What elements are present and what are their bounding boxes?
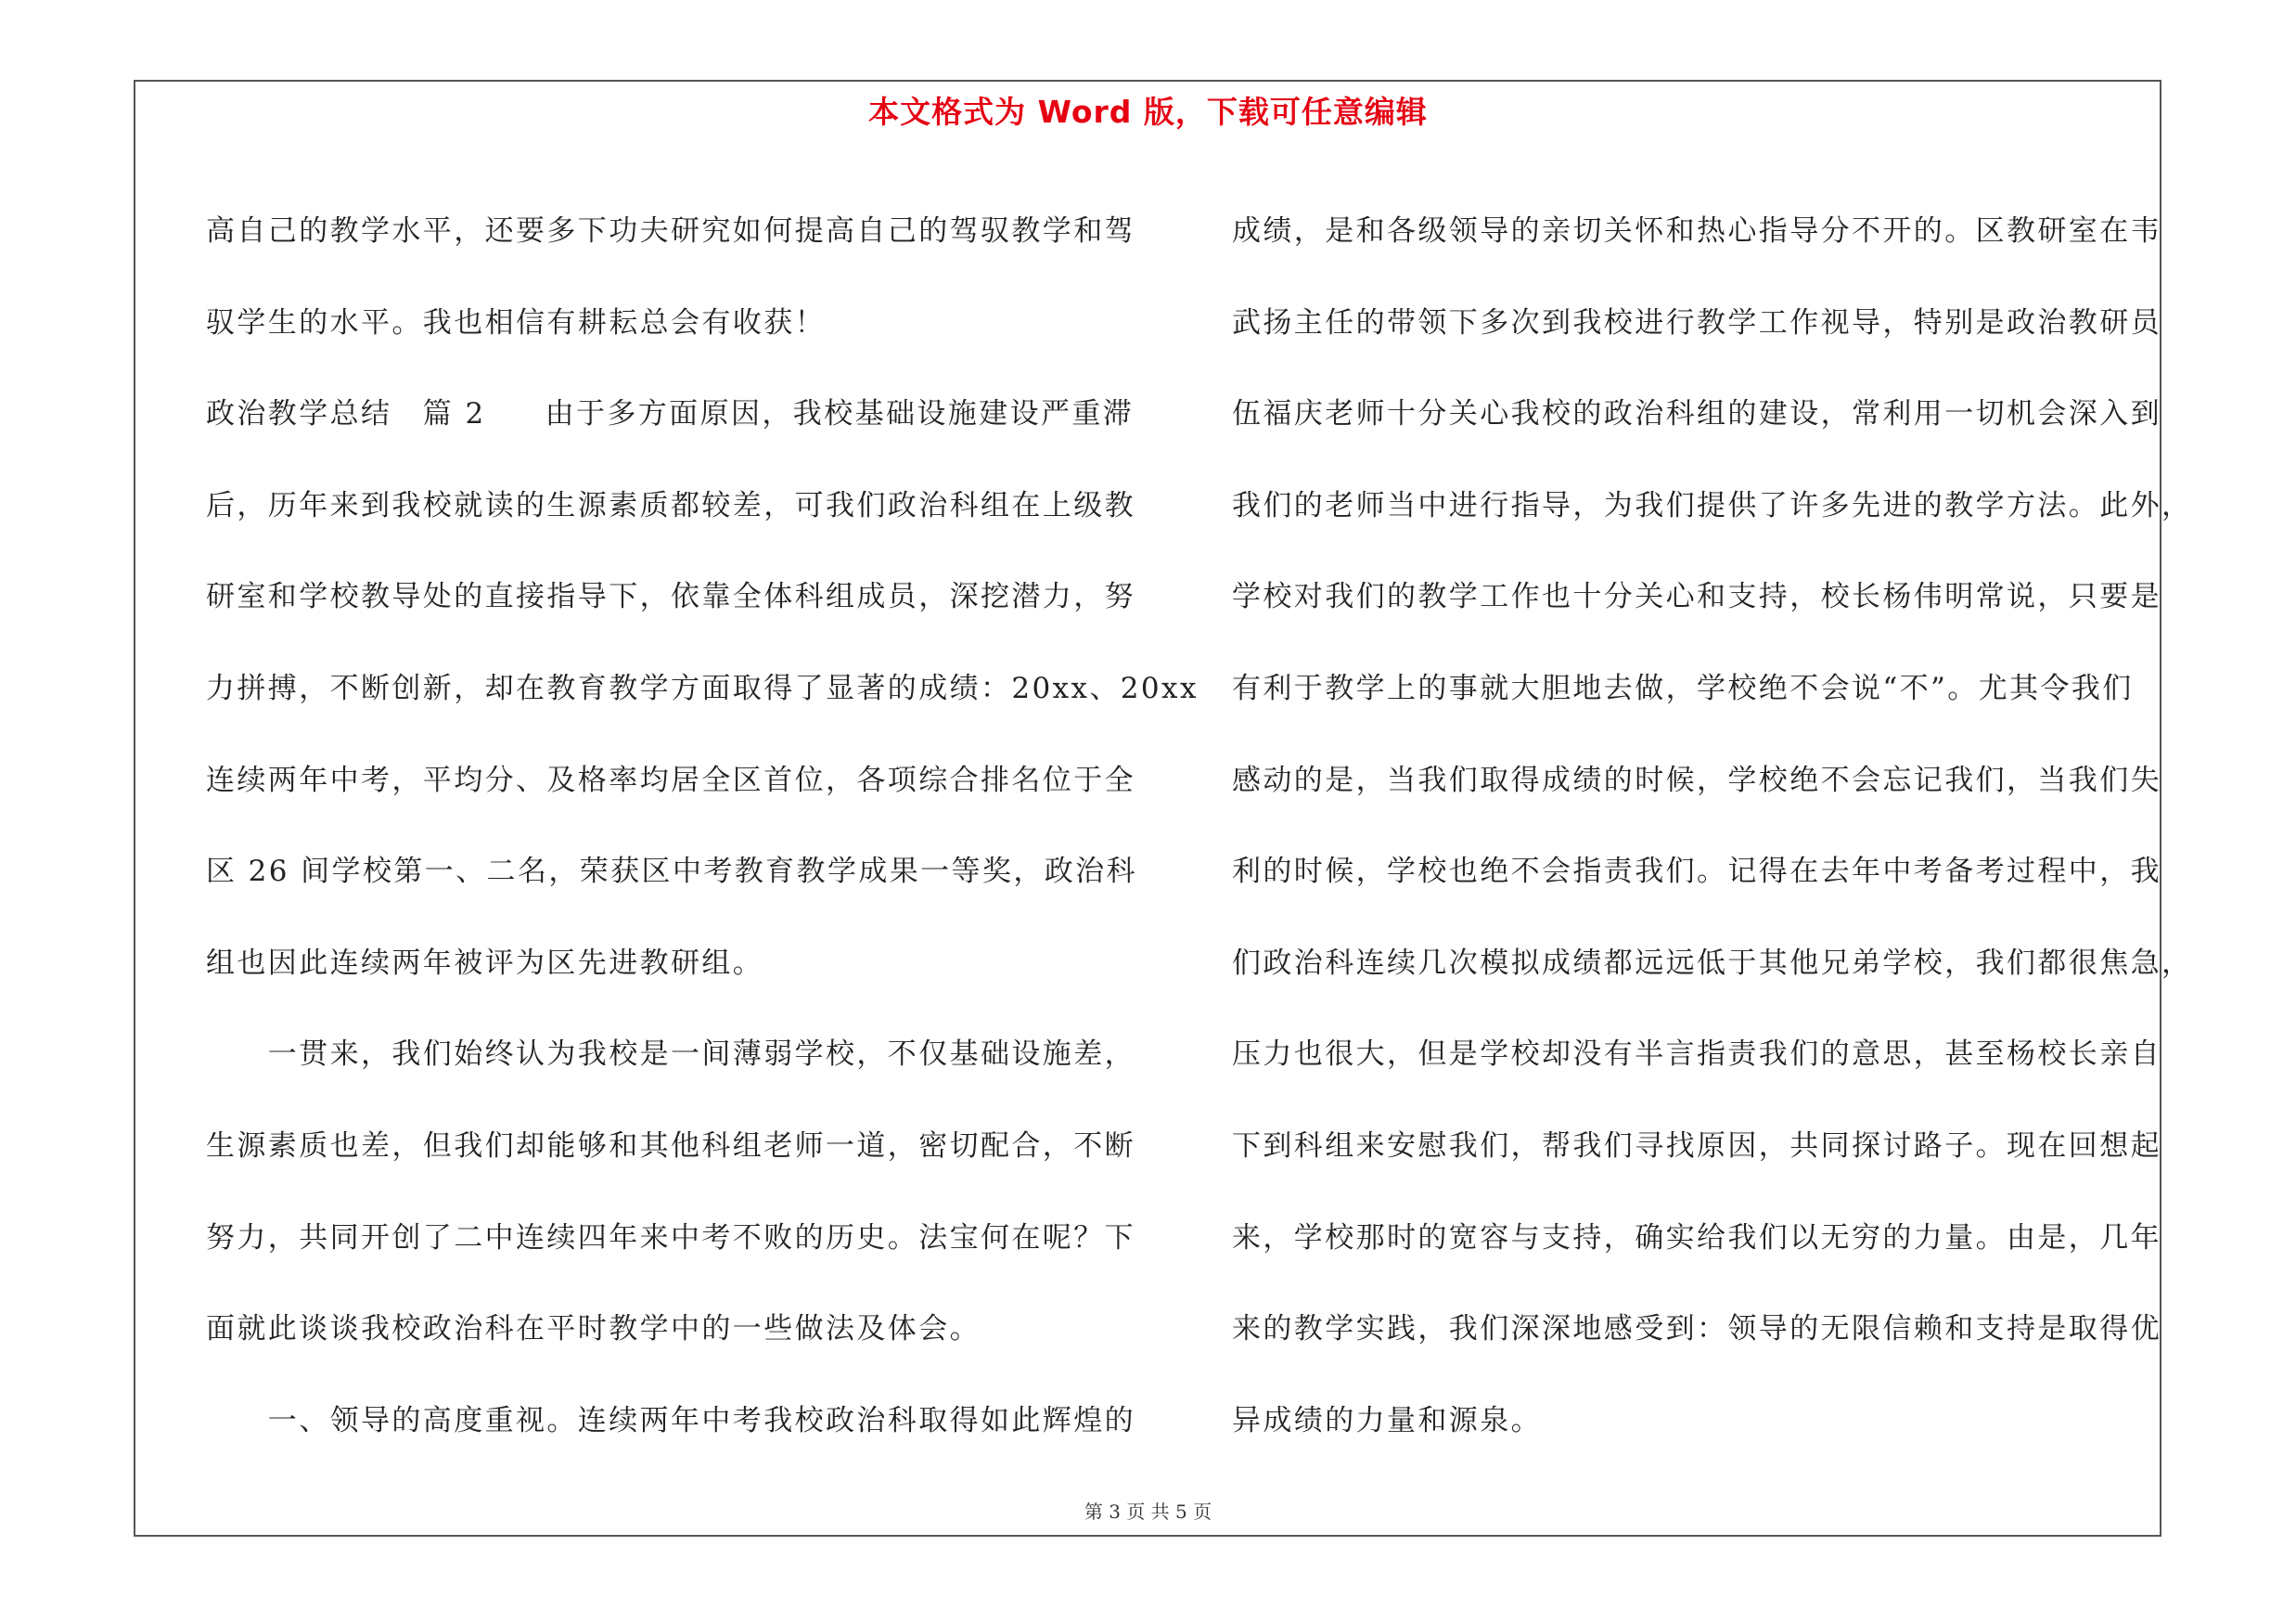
text-line: 伍福庆老师十分关心我校的政治科组的建设，常利用一切机会深入到 — [1232, 397, 2161, 432]
text-line: 努力，共同开创了二中连续四年来中考不败的历史。法宝何在呢？下 — [206, 1220, 1135, 1255]
text-line: 后，历年来到我校就读的生源素质都较差，可我们政治科组在上级教 — [206, 488, 1135, 522]
text-line: 一贯来，我们始终认为我校是一间薄弱学校，不仅基础设施差， — [206, 1037, 1135, 1072]
text-line: 学校对我们的教学工作也十分关心和支持，校长杨伟明常说，只要是 — [1232, 580, 2161, 614]
text-line: 来，学校那时的宽容与支持，确实给我们以无穷的力量。由是，几年 — [1232, 1220, 2161, 1255]
text-line: 异成绩的力量和源泉。 — [1232, 1403, 1542, 1437]
text-line: 面就此谈谈我校政治科在平时教学中的一些做法及体会。 — [206, 1312, 981, 1346]
text-line: 驭学生的水平。我也相信有耕耘总会有收获！ — [206, 305, 826, 340]
notice-suffix: 版，下载可任意编辑 — [1132, 94, 1428, 130]
text-line: 一、领导的高度重视。连续两年中考我校政治科取得如此辉煌的 — [206, 1403, 1135, 1437]
text-line: 有利于教学上的事就大胆地去做，学校绝不会说“不”。尤其令我们 — [1232, 671, 2134, 705]
notice-word: Word — [1037, 94, 1133, 130]
section-first-line: 由于多方面原因，我校基础设施建设严重滞 — [545, 397, 1135, 432]
text-line: 连续两年中考，平均分、及格率均居全区首位，各项综合排名位于全 — [206, 763, 1135, 797]
text-line: 区 26 间学校第一、二名，荣获区中考教育教学成果一等奖，政治科 — [206, 855, 1137, 889]
text-line: 们政治科连续几次模拟成绩都远远低于其他兄弟学校，我们都很焦急， — [1232, 946, 2193, 980]
page-number: 第 3 页 共 5 页 — [1084, 1501, 1212, 1523]
text-line: 我们的老师当中进行指导，为我们提供了许多先进的教学方法。此外， — [1232, 488, 2193, 522]
text-line: 压力也很大，但是学校却没有半言指责我们的意思，甚至杨校长亲自 — [1232, 1037, 2161, 1072]
section-title: 政治教学总结 篇 2 — [206, 397, 486, 432]
right-column — [1232, 186, 2193, 1466]
text-line: 力拼搏，不断创新，却在教育教学方面取得了显著的成绩：20xx、20xx — [206, 671, 1199, 705]
left-column — [206, 186, 1199, 1466]
notice-prefix: 本文格式为 — [868, 94, 1038, 130]
text-line: 下到科组来安慰我们，帮我们寻找原因，共同探讨路子。现在回想起 — [1232, 1128, 2161, 1163]
text-line: 来的教学实践，我们深深地感受到：领导的无限信赖和支持是取得优 — [1232, 1312, 2161, 1346]
text-line: 感动的是，当我们取得成绩的时候，学校绝不会忘记我们，当我们失 — [1232, 763, 2161, 797]
section-heading-line — [206, 368, 1143, 460]
format-notice — [0, 88, 2296, 132]
text-line: 利的时候，学校也绝不会指责我们。记得在去年中考备考过程中，我 — [1232, 855, 2161, 889]
text-line: 成绩，是和各级领导的亲切关怀和热心指导分不开的。区教研室在韦 — [1232, 214, 2161, 248]
text-line: 生源素质也差，但我们却能够和其他科组老师一道，密切配合，不断 — [206, 1128, 1135, 1163]
text-line: 武扬主任的带领下多次到我校进行教学工作视导，特别是政治教研员 — [1232, 305, 2161, 340]
text-line: 研室和学校教导处的直接指导下，依靠全体科组成员，深挖潜力，努 — [206, 580, 1135, 614]
text-line: 组也因此连续两年被评为区先进教研组。 — [206, 946, 764, 980]
text-line: 高自己的教学水平，还要多下功夫研究如何提高自己的驾驭教学和驾 — [206, 214, 1135, 248]
